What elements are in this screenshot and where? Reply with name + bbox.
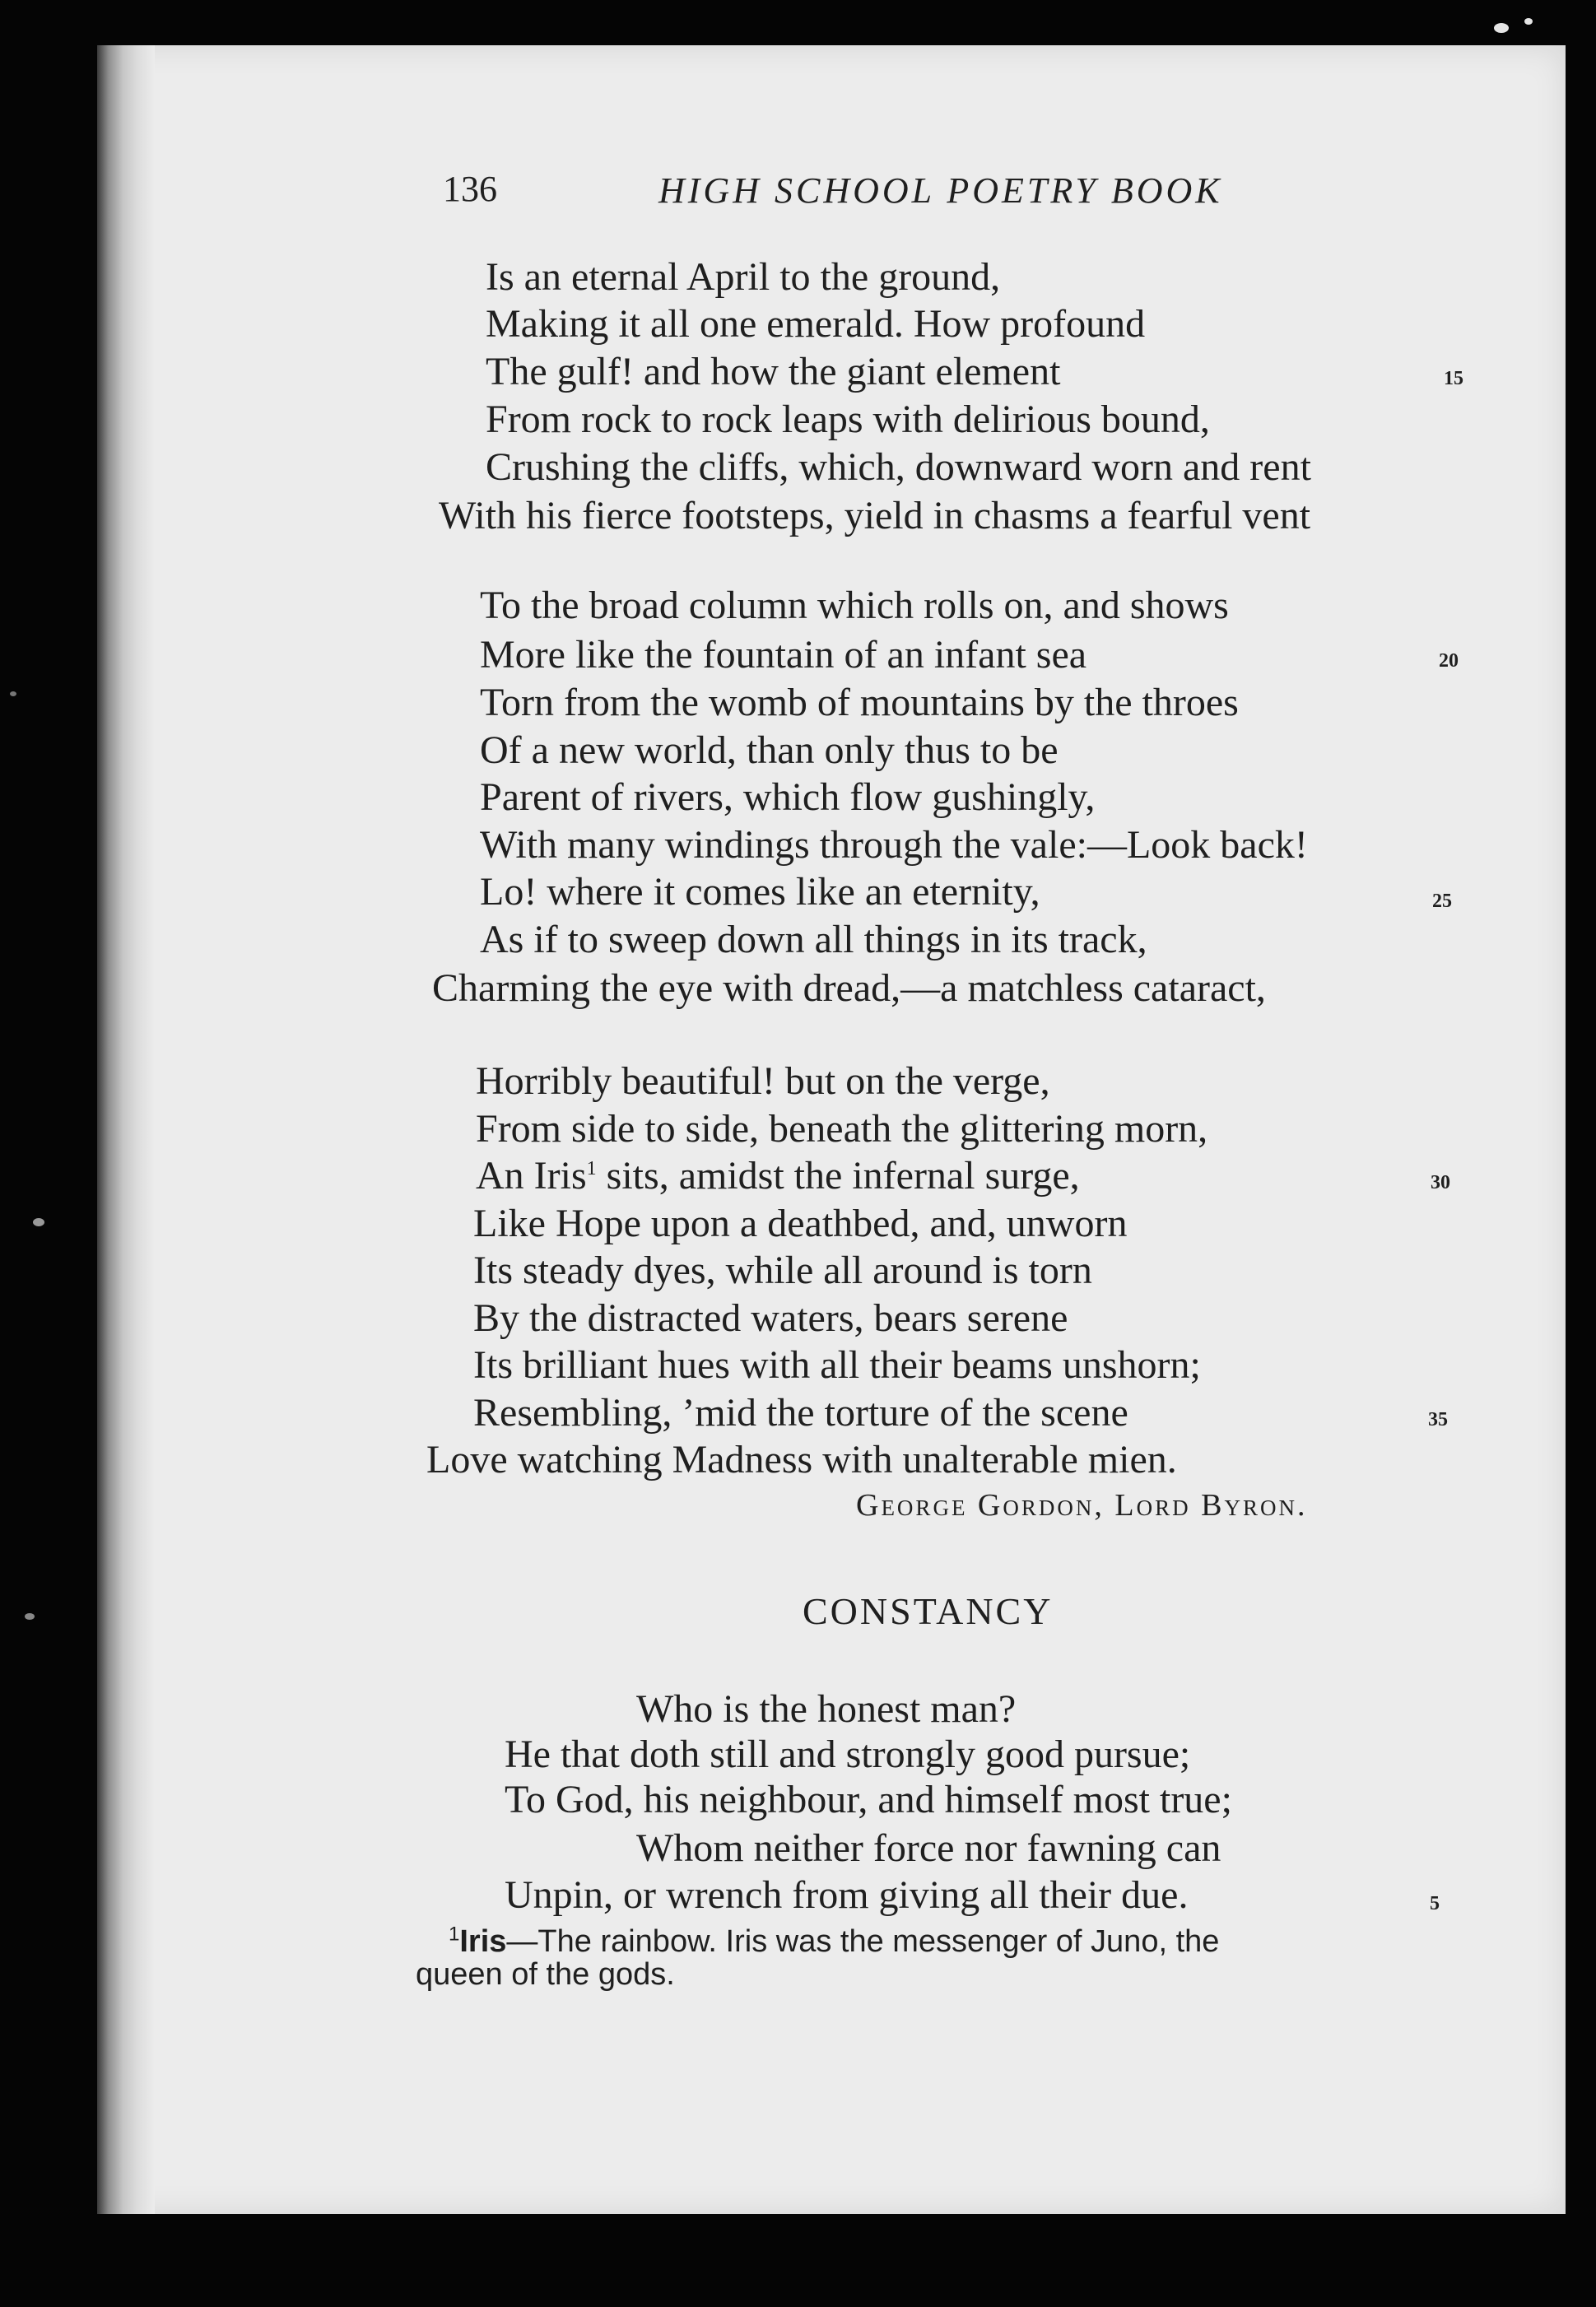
footnote-term: Iris xyxy=(459,1924,507,1959)
line-number: 30 xyxy=(1431,1172,1450,1193)
poem-line: Parent of rivers, which flow gushingly, xyxy=(480,775,1096,819)
line-number: 5 xyxy=(1430,1893,1440,1914)
speck xyxy=(10,691,16,696)
line-number: 25 xyxy=(1432,891,1452,912)
speck xyxy=(1524,18,1533,25)
line-text: sits, amidst the infernal surge, xyxy=(596,1154,1080,1198)
speck xyxy=(1494,23,1509,33)
poem-line: Like Hope upon a deathbed, and, unworn xyxy=(473,1202,1128,1245)
poem-line: Making it all one emerald. How profound xyxy=(486,302,1146,346)
running-header: HIGH SCHOOL POETRY BOOK xyxy=(658,170,1223,211)
poem-line: Lo! where it comes like an eternity, xyxy=(480,870,1040,914)
footnote-continuation: queen of the gods. xyxy=(416,1957,675,1992)
poem-line: From rock to rock leaps with delirious bound, xyxy=(486,398,1210,441)
page-number: 136 xyxy=(443,169,497,209)
footnote-ref: 1 xyxy=(586,1158,597,1179)
poem-line: From side to side, beneath the glittering morn, xyxy=(476,1107,1208,1151)
page-edge xyxy=(97,45,155,2214)
line-number: 15 xyxy=(1444,368,1463,389)
poem-line: With many windings through the vale:—Look back! xyxy=(480,823,1308,867)
poem-line: To the broad column which rolls on, and shows xyxy=(480,584,1229,627)
attribution: George Gordon, Lord Byron. xyxy=(856,1488,1308,1523)
poem-line: Horribly beautiful! but on the verge, xyxy=(476,1059,1050,1103)
footnote-text: —The rainbow. Iris was the messenger of Juno, the xyxy=(506,1924,1220,1959)
footnote xyxy=(449,1923,1220,1959)
poem-line: Who is the honest man? xyxy=(636,1687,1017,1731)
poem-line: More like the fountain of an infant sea xyxy=(480,633,1087,677)
speck xyxy=(25,1613,35,1620)
poem-line: Crushing the cliffs, which, downward worn and rent xyxy=(486,445,1311,489)
poem-line: Resembling, ’mid the torture of the scene xyxy=(473,1391,1128,1435)
poem-line: The gulf! and how the giant element xyxy=(486,350,1061,393)
poem-line: By the distracted waters, bears serene xyxy=(473,1296,1068,1340)
poem-title: CONSTANCY xyxy=(803,1590,1054,1632)
poem-line xyxy=(476,1156,1080,1196)
footnote-marker: 1 xyxy=(449,1923,460,1946)
poem-line: He that doth still and strongly good pursue; xyxy=(505,1733,1191,1776)
poem-line: With his fierce footsteps, yield in chasms a fearful vent xyxy=(439,494,1311,537)
poem-line: As if to sweep down all things in its track, xyxy=(480,918,1147,961)
poem-line: Unpin, or wrench from giving all their due. xyxy=(505,1873,1189,1917)
poem-line: Is an eternal April to the ground, xyxy=(486,255,1001,299)
poem-line: To God, his neighbour, and himself most true; xyxy=(505,1778,1232,1821)
speck xyxy=(33,1218,44,1226)
line-text: An Iris xyxy=(476,1154,587,1198)
poem-line: Whom neither force nor fawning can xyxy=(636,1826,1221,1870)
line-number: 20 xyxy=(1439,650,1459,672)
poem-line: Torn from the womb of mountains by the throes xyxy=(480,681,1239,724)
poem-line: Its steady dyes, while all around is torn xyxy=(473,1249,1092,1292)
poem-line: Charming the eye with dread,—a matchless cataract, xyxy=(432,966,1266,1010)
line-number: 35 xyxy=(1428,1409,1448,1430)
poem-line: Its brilliant hues with all their beams unshorn; xyxy=(473,1343,1201,1387)
poem-line: Of a new world, than only thus to be xyxy=(480,728,1059,772)
poem-line: Love watching Madness with unalterable mien. xyxy=(426,1438,1177,1481)
